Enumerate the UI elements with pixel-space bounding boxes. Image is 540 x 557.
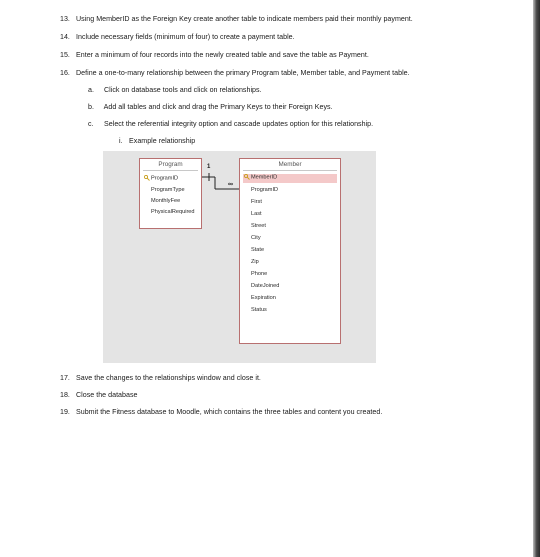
substep-text: Select the referential integrity option and cascade updates option for this relationship. [104,120,374,128]
field-programid[interactable]: ProgramID [251,187,279,193]
field-memberid[interactable] [243,174,337,183]
field-city[interactable]: City [251,235,261,241]
step-15 [60,51,369,59]
step-number: 17. [60,374,70,382]
table-header-divider [243,170,337,171]
step-13 [60,15,413,23]
step-number: 14. [60,33,70,41]
step-number: 16. [60,69,70,77]
step-text: Include necessary fields (minimum of four) to create a payment table. [76,33,295,41]
member-table[interactable] [239,158,341,344]
field-first[interactable]: First [251,199,262,205]
field-last[interactable]: Last [251,211,262,217]
relationship-diagram [103,151,376,363]
substep-text: Click on database tools and click on relationships. [104,86,262,94]
field-physicalrequired[interactable]: PhysicalRequired [151,209,195,215]
step-text: Close the database [76,391,138,399]
step-16 [60,69,410,77]
field-zip[interactable]: Zip [251,259,259,265]
substep-c [88,120,373,128]
field-label: ProgramID [151,175,179,182]
field-status[interactable]: Status [251,307,267,313]
step-text: Submit the Fitness database to Moodle, which contains the three tables and content you created. [76,408,383,416]
many-label: ∞ [228,181,233,188]
step-number: 13. [60,15,70,23]
step-number: 18. [60,391,70,399]
step-14 [60,33,295,41]
page-edge-shadow [533,0,540,557]
step-text: Using MemberID as the Foreign Key create another table to indicate members paid their monthly payment. [76,15,413,23]
key-icon [144,175,150,181]
substep-letter: a. [88,86,94,94]
field-programtype[interactable]: ProgramType [151,187,185,193]
step-17 [60,374,261,382]
field-phone[interactable]: Phone [251,271,268,277]
substep-letter: c. [88,120,94,128]
subsub-text: Example relationship [129,137,196,145]
field-street[interactable]: Street [251,223,266,229]
field-monthlyfee[interactable]: MonthlyFee [151,198,181,204]
substep-letter: b. [88,103,94,111]
field-state[interactable]: State [251,247,265,253]
step-19 [60,408,382,416]
field-programid[interactable] [144,175,178,181]
one-label: 1 [207,164,211,170]
step-number: 15. [60,51,70,59]
field-expiration[interactable]: Expiration [251,295,276,301]
subsub-numeral: i. [119,137,123,145]
field-datejoined[interactable]: DateJoined [251,283,280,289]
table-header-divider [143,170,198,171]
step-text: Enter a minimum of four records into the newly created table and save the table as Payment. [76,51,369,59]
subsub-i [119,137,195,145]
substep-b [88,103,333,111]
key-icon [244,174,250,180]
step-text: Save the changes to the relationships window and close it. [76,374,261,382]
step-18 [60,391,138,399]
member-table-title: Member [278,161,302,168]
substep-text: Add all tables and click and drag the Primary Keys to their Foreign Keys. [103,103,333,111]
step-text: Define a one-to-many relationship between the primary Program table, Member table, and Payment table. [76,69,410,77]
substep-a [88,86,262,94]
field-label: MemberID [251,174,278,181]
program-table-title: Program [158,161,183,168]
program-table[interactable] [139,158,202,229]
step-number: 19. [60,408,70,416]
